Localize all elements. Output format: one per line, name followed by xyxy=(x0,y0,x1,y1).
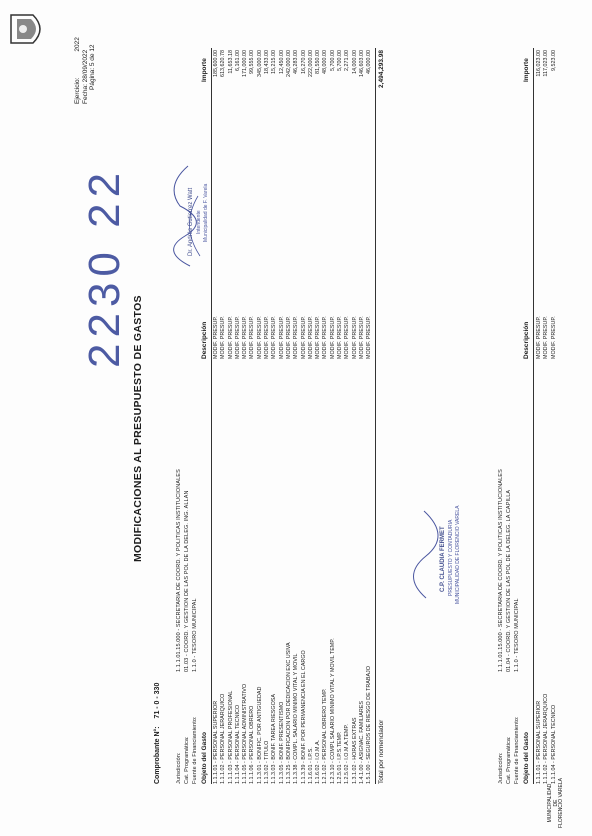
block2-header xyxy=(498,469,521,784)
descripcion-cell: MODIF. PRESUP. xyxy=(307,316,314,359)
objeto-cell: 1.3.1.02 - HORAS EXTRAS xyxy=(351,717,358,784)
descripcion-cell: MODIF. PRESUP. xyxy=(264,316,271,359)
signature-2-name: C.P. CLAUDIA FERMET xyxy=(440,526,446,592)
signature-1-role: Intendente xyxy=(196,210,202,234)
objeto-cell: 1.1.3.05 - BONIF. PRESENTISMO xyxy=(278,701,285,784)
signature-scribble xyxy=(150,156,220,276)
block2-descripcion-column xyxy=(536,316,558,359)
institution-line: FLORENCIO VARELA xyxy=(558,778,564,828)
jurisdiccion-label: Jurisdicción: xyxy=(498,752,504,784)
importe-cell: 99,555.00 xyxy=(249,50,256,74)
descripcion-cell: MODIF. PRESUP. xyxy=(550,316,557,359)
signature-1-org: Municipalidad de F. Varela xyxy=(203,183,209,242)
pagina-label: Página: xyxy=(89,67,96,90)
fecha-value: 28/09/2022 xyxy=(81,49,89,83)
block1-header xyxy=(176,469,199,784)
importe-cell: 16,270.00 xyxy=(300,50,307,74)
descripcion-cell: MODIF. PRESUP. xyxy=(220,316,227,359)
objeto-cell: 1.1.3.25 - BONIFICACION POR DEDICACION EXC USIVA xyxy=(285,642,292,784)
objeto-cell: 1.1.3.01 - BONIFIC. POR ANTIGUEDAD xyxy=(256,686,263,784)
total-label: Total por nomenclador xyxy=(378,719,385,784)
col-importe-header: Importe xyxy=(523,58,530,82)
cat-value: 01.04 - COORD. Y GESTION DE LAS POL DE LA DELEG. LA CAPILLA xyxy=(505,489,512,672)
cat-label: Cat. Programática: xyxy=(183,736,190,784)
signature-2-role: PRESUPUESTO Y CONTADURIA xyxy=(448,519,454,596)
importe-cell: 81,550.00 xyxy=(315,50,322,74)
objeto-cell: 1.2.1.02 - PERSONAL OBRERO TEMP. xyxy=(322,688,329,784)
objeto-cell: 1.2.5.02 - I.O.M.A.TEMP. xyxy=(344,724,351,784)
descripcion-cell: MODIF. PRESUP. xyxy=(300,316,307,359)
importe-cell: 613,620.78 xyxy=(220,50,227,77)
importe-cell: 185,600.00 xyxy=(213,50,219,77)
cat-value: 01.03 - COORD. Y GESTION DE LAS POL DE LA DELEG. ING. ALLAN xyxy=(183,490,190,672)
comprobante-label: Comprobante N°: xyxy=(154,726,161,784)
descripcion-cell: MODIF. PRESUP. xyxy=(358,316,365,359)
total-value: 2,494,293.98 xyxy=(378,50,385,88)
col-objeto-header: Objeto del Gasto xyxy=(201,731,208,784)
page-title: MODIFICACIONES AL PRESUPUESTO DE GASTOS xyxy=(132,295,144,562)
objeto-cell: 1.1.6.02 - I.O.M.A. xyxy=(315,739,322,784)
importe-cell: 12,450.00 xyxy=(278,50,285,74)
importe-cell: 5,700.00 xyxy=(337,50,344,71)
institution-line: DE xyxy=(552,799,559,807)
importe-cell: 222,000.00 xyxy=(307,50,314,77)
descripcion-cell: MODIF. PRESUP. xyxy=(543,316,550,359)
objeto-cell: 1.1.1.02 - PERSONAL JERARQUICO xyxy=(543,693,550,784)
total-rule xyxy=(375,48,376,784)
pagina-value: 5 de 12 xyxy=(89,44,96,67)
objeto-cell: 1.2.5.01 - I.P.S.TEMP. xyxy=(337,731,344,784)
objeto-cell: 1.1.3.03 - BONIF. TAREA RIESGOSA xyxy=(271,694,278,784)
header-info xyxy=(74,37,97,104)
block1-importe-column xyxy=(213,50,374,98)
header-rule xyxy=(533,48,534,784)
importe-cell: 11,653.18 xyxy=(227,50,234,74)
descripcion-cell: MODIF. PRESUP. xyxy=(344,316,351,359)
objeto-cell: 1.1.3.02 - TITULO xyxy=(264,740,271,784)
fuente-value: 1.1.0 - TESORO MUNICIPAL xyxy=(191,598,198,672)
block2-importe-column xyxy=(536,50,558,98)
comprobante xyxy=(154,683,161,784)
col-descripcion-header: Descripción xyxy=(523,321,530,359)
objeto-cell: 1.1.3.39 - BONIF. POR PERMANENCIA EN EL CARGO xyxy=(300,650,307,784)
descripcion-cell: MODIF. PRESUP. xyxy=(249,316,256,359)
fuente-label: Fuente de Financiamiento: xyxy=(191,716,198,784)
descripcion-cell: MODIF. PRESUP. xyxy=(293,316,300,359)
importe-cell: 9,523.00 xyxy=(550,50,557,71)
fuente-label: Fuente de Financiamiento: xyxy=(513,716,520,784)
descripcion-cell: MODIF. PRESUP. xyxy=(315,316,322,359)
objeto-cell: 1.1.1.05 - PERSONAL ADMINISTRATIVO xyxy=(242,683,249,784)
importe-cell: 6,161.00 xyxy=(234,50,241,71)
block1-objeto-column xyxy=(213,638,374,784)
signature-scribble xyxy=(396,496,456,606)
objeto-cell: 1.1.1.03 - PERSONAL PROFESIONAL xyxy=(227,690,234,784)
importe-cell: 15,215.00 xyxy=(271,50,278,74)
objeto-cell: 1.1.1.01 - PERSONAL SUPERIOR xyxy=(213,700,219,784)
descripcion-cell: MODIF. PRESUP. xyxy=(213,316,219,359)
jurisdiccion-label: Jurisdicción: xyxy=(176,752,182,784)
descripcion-cell: MODIF. PRESUP. xyxy=(351,316,358,359)
objeto-cell: 1.4.1.00 - ASIGNAC. FAMILIARES xyxy=(358,701,365,784)
objeto-cell: 1.5.1.00 - SEGUROS DE RIESGO DE TRABAJO xyxy=(366,666,373,784)
descripcion-cell: MODIF. PRESUP. xyxy=(536,316,542,359)
descripcion-cell: MODIF. PRESUP. xyxy=(256,316,263,359)
objeto-cell: 1.1.6.01 - I.P.S. xyxy=(307,747,314,784)
ejercicio-label: Ejercicio: xyxy=(74,77,81,104)
block2-objeto-column xyxy=(536,694,558,784)
ejercicio-value: 2022 xyxy=(74,37,81,52)
objeto-cell: 1.1.1.02 - PERSONAL JERARQUICO xyxy=(220,693,227,784)
jurisdiccion-value: 1.1.1.01.15.000 - SECRETARIA DE COORD. Y POLITICAS INSTITUCIONALES xyxy=(176,469,182,672)
descripcion-cell: MODIF. PRESUP. xyxy=(366,316,373,359)
descripcion-cell: MODIF. PRESUP. xyxy=(285,316,292,359)
importe-cell: 2,271.00 xyxy=(344,50,351,71)
block1-descripcion-column xyxy=(213,316,374,359)
objeto-cell: 1.1.1.04 - PERSONAL TECNICO xyxy=(234,704,241,784)
col-importe-header: Importe xyxy=(201,58,208,82)
comprobante-number: 71 - 0 - 330 xyxy=(154,682,161,719)
importe-cell: 242,000.00 xyxy=(285,50,292,77)
descripcion-cell: MODIF. PRESUP. xyxy=(337,316,344,359)
importe-cell: 18,433.00 xyxy=(264,50,271,74)
importe-cell: 345,000.00 xyxy=(256,50,263,77)
importe-cell: 171,000.00 xyxy=(242,50,249,77)
importe-cell: 46,000.00 xyxy=(366,50,373,74)
objeto-cell: 1.1.1.01 - PERSONAL SUPERIOR xyxy=(536,700,542,784)
stamp-number: 2230 22 xyxy=(80,166,129,368)
objeto-cell: 1.1.1.06 - PERSONAL OBRERO xyxy=(249,705,256,784)
importe-cell: 48,000.00 xyxy=(322,50,329,74)
descripcion-cell: MODIF. PRESUP. xyxy=(278,316,285,359)
descripcion-cell: MODIF. PRESUP. xyxy=(227,316,234,359)
fuente-value: 1.1.0 - TESORO MUNICIPAL xyxy=(513,598,520,672)
fecha-label: Fecha: xyxy=(81,84,89,104)
descripcion-cell: MODIF. PRESUP. xyxy=(329,316,336,359)
col-descripcion-header: Descripción xyxy=(201,321,208,359)
signature-1-name: Dr. Andrés Gutierrez Watt xyxy=(188,187,194,256)
signature-2-org: MUNICIPALIDAD DE FLORENCIO VARELA xyxy=(455,505,461,604)
descripcion-cell: MODIF. PRESUP. xyxy=(322,316,329,359)
importe-cell: 46,283.00 xyxy=(293,50,300,74)
descripcion-cell: MODIF. PRESUP. xyxy=(234,316,241,359)
descripcion-cell: MODIF. PRESUP. xyxy=(242,316,249,359)
jurisdiccion-value: 1.1.1.01.15.000 - SECRETARIA DE COORD. Y POLITICAS INSTITUCIONALES xyxy=(498,469,504,672)
descripcion-cell: MODIF. PRESUP. xyxy=(271,316,278,359)
objeto-cell: 1.1.3.38 - COMPL. SALARIO MINIMO VITAL Y MOVIL xyxy=(293,653,300,784)
importe-cell: 14,000.00 xyxy=(351,50,358,74)
importe-cell: 117,023.00 xyxy=(543,50,550,77)
col-objeto-header: Objeto del Gasto xyxy=(523,731,530,784)
importe-cell: 5,700.00 xyxy=(329,50,336,71)
importe-cell: 116,023.00 xyxy=(536,50,542,77)
objeto-cell: 1.1.1.04 - PERSONAL TECNICO xyxy=(550,704,557,784)
importe-cell: 146,603.00 xyxy=(358,50,365,77)
cat-label: Cat. Programática: xyxy=(505,736,512,784)
institution-line: MUNICIPALIDAD xyxy=(547,783,553,823)
objeto-cell: 1.2.3.10 - COMPL SALARIO MINIMO VITAL Y MOVIL TEMP. xyxy=(329,638,336,784)
